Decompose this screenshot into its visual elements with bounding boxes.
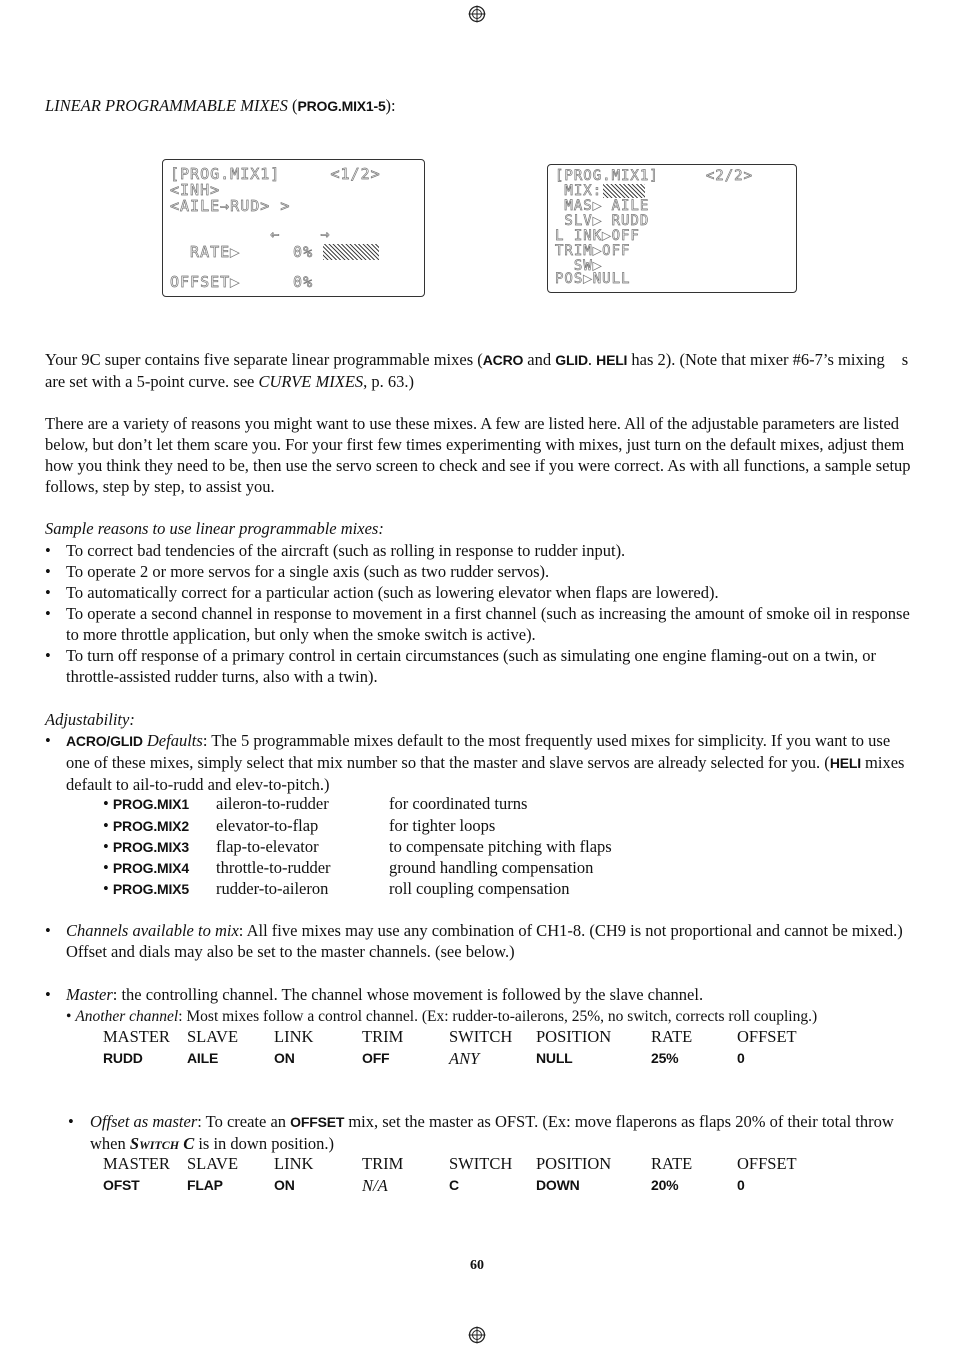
lcd-line: RATE▶ (170, 243, 241, 261)
page-number: 60 (470, 1258, 484, 1273)
sub-list-item: • Another channel: Most mixes follow a control channel. (Ex: rudder-to-ailerons, 25%, no switch, corrects roll coupling.) (66, 1008, 818, 1025)
table-row: OFST FLAP ON N/A C DOWN 20% 0 (103, 1176, 745, 1195)
lcd-screen-page1 (162, 159, 425, 297)
lcd-line: [PROG.MIX1] <1/2> (170, 165, 381, 183)
reasons-heading: Sample reasons to use linear programmable mixes: (45, 519, 384, 538)
table-header-row: MASTER SLAVE LINK TRIM SWITCH POSITION RATE OFFSET (103, 1027, 797, 1046)
table-row: • PROG.MIX4 throttle-to-rudder ground handling compensation (103, 858, 594, 877)
lcd-screen-page2 (547, 164, 797, 293)
list-item: • To operate a second channel in response to movement in a first channel (such as increasing the amount of smoke oil in response to more throttle application, but only when the smoke switch is active). (45, 604, 910, 644)
table-row: • PROG.MIX3 flap-to-elevator to compensate pitching with flaps (103, 837, 612, 856)
lcd-line: ← → (170, 225, 331, 243)
list-item: • To operate 2 or more servos for a single axis (such as two rudder servos). (45, 562, 550, 581)
lcd-line: L INK▶OFF (555, 228, 640, 244)
lcd-line: SW▶ (555, 258, 603, 274)
list-item: • To correct bad tendencies of the aircraft (such as rolling in response to rudder input). (45, 541, 626, 560)
lcd-line: SLV▶ RUDD (555, 213, 650, 229)
list-item: • Channels available to mix: All five mixes may use any combination of CH1-8. (CH9 is not proportional and cannot be mixed.) Offset and dials may also be set to the master channels. (see below.) (45, 921, 903, 961)
lcd-line: <INH> (170, 181, 221, 199)
table-row: RUDD AILE ON OFF ANY NULL 25% 0 (103, 1049, 745, 1068)
lcd-selected-cursor (323, 244, 379, 260)
list-item: • To turn off response of a primary control in certain circumstances (such as simulating one engine flaming-out on a twin, or throttle-assisted rudder turns, also with a twin). (45, 646, 877, 686)
lcd-value: 0% (273, 243, 314, 261)
list-item: • ACRO/GLID Defaults: The 5 programmable mixes default to the most frequently used mixes for simplicity. If you want to use one of these mixes, simply select that mix number so that the master and slave servos are already selected for you. (HELI mixes default to ail-to-rudd and elev-to-pitch.) (45, 731, 905, 794)
lcd-selected-cursor (603, 184, 645, 198)
lcd-line: [PROG.MIX1] <2/2> (555, 168, 754, 184)
lcd-line: POS▶NULL (555, 271, 631, 287)
section-heading: LINEAR PROGRAMMABLE MIXES (PROG.MIX1-5): (45, 96, 396, 115)
table-row: • PROG.MIX2 elevator-to-flap for tighter loops (103, 816, 496, 835)
registration-mark-icon (468, 5, 486, 23)
lcd-value: 0% (273, 273, 314, 291)
adjustability-heading: Adjustability: (45, 710, 135, 729)
list-item: • Offset as master: To create an OFFSET mix, set the master as OFST. (Ex: move flaperons as flaps 20% of their total throw when SWITCH C is in down position.) (68, 1112, 894, 1153)
lcd-line: MAS▶ AILE (555, 198, 650, 214)
registration-mark-icon (468, 1326, 486, 1344)
intro-paragraph: Your 9C super contains five separate linear programmable mixes (ACRO and GLID. HELI has 2). (Note that mixer #6-7’s mixing s are set with a 5-point curve. see CURVE MIXES, p. 63.) (45, 350, 909, 391)
lcd-line: TRIM▶OFF (555, 243, 631, 259)
lcd-line: <AILE→RUD> > (170, 197, 291, 215)
overview-paragraph: There are a variety of reasons you might want to use these mixes. A few are listed here. All of the adjustable parameters are listed below, but don’t let them scare you. For your first few times experimenting with mixes, just turn on the default mixes, adjust them how you think they need to be, then use the servo screen to check and see if you were correct. As with all functions, a sample setup follows, step by step, to assist you. (45, 414, 911, 496)
lcd-line: OFFSET▶ (170, 273, 241, 291)
lcd-line: MIX: (555, 183, 603, 199)
table-header-row: MASTER SLAVE LINK TRIM SWITCH POSITION RATE OFFSET (103, 1154, 797, 1173)
table-row: • PROG.MIX1 aileron-to-rudder for coordinated turns (103, 794, 528, 813)
list-item: • Master: the controlling channel. The channel whose movement is followed by the slave channel. (45, 985, 704, 1004)
table-row: • PROG.MIX5 rudder-to-aileron roll coupling compensation (103, 879, 570, 898)
list-item: • To automatically correct for a particular action (such as lowering elevator when flaps are lowered). (45, 583, 719, 602)
